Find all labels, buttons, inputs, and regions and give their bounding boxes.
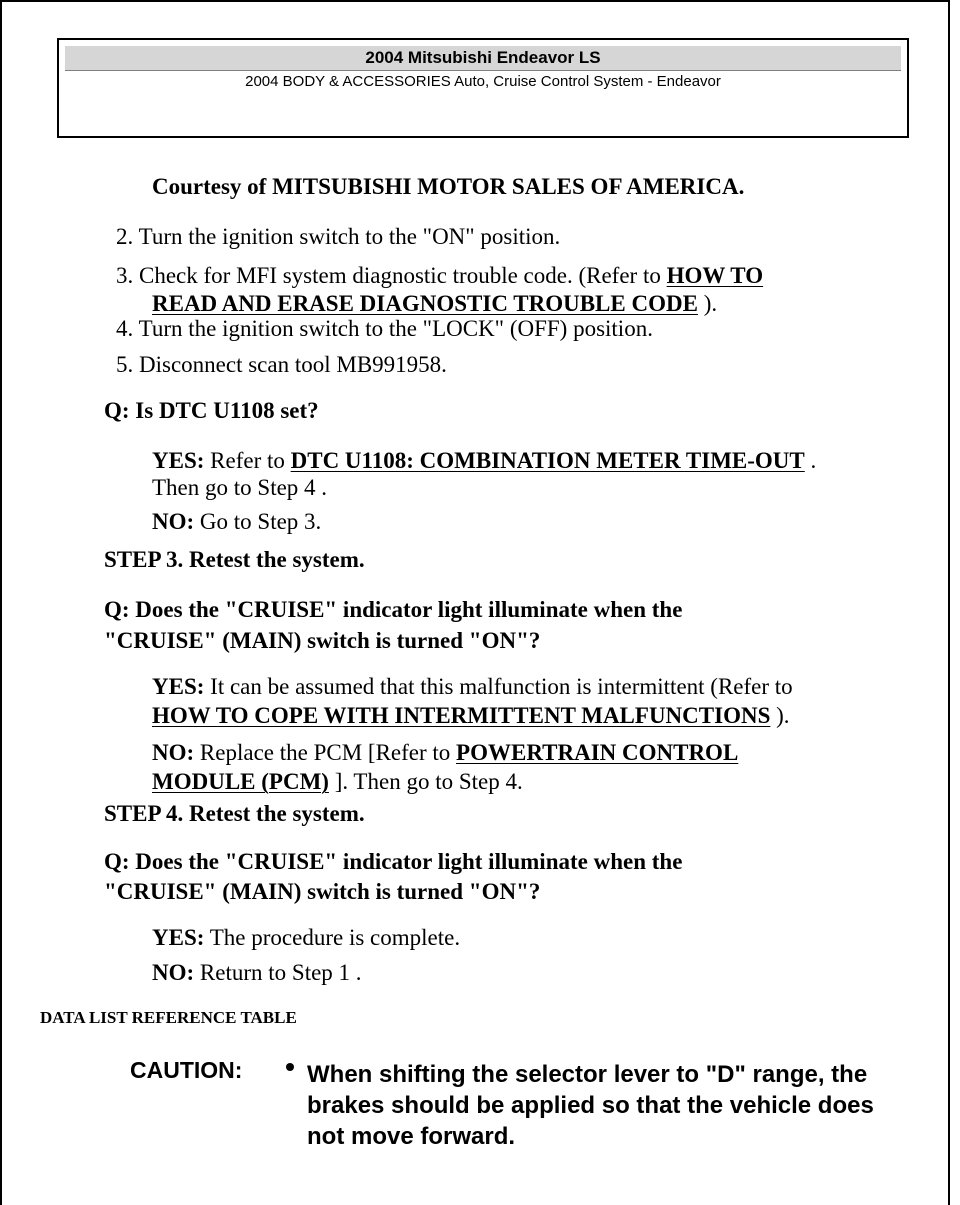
- q1-yes-line2: Then go to Step 4 .: [152, 475, 328, 500]
- step-2: 2. Turn the ignition switch to the "ON" position.: [116, 224, 561, 249]
- data-list-heading: DATA LIST REFERENCE TABLE: [40, 1008, 297, 1027]
- caution-label: CAUTION:: [130, 1057, 243, 1083]
- q1-no: [152, 508, 321, 536]
- step-3-yes-text: It can be assumed that this malfunction is intermittent (Refer to: [204, 674, 793, 699]
- document-subtitle: 2004 BODY & ACCESSORIES Auto, Cruise Control System - Endeavor: [245, 73, 721, 90]
- q1-yes-text: Refer to: [204, 448, 291, 473]
- document-title: 2004 Mitsubishi Endeavor LS: [65, 46, 901, 71]
- step-3-suffix: ).: [697, 291, 718, 316]
- no-label: NO:: [152, 740, 195, 765]
- q1-no-text: Go to Step 3.: [194, 509, 322, 534]
- question-dtc-u1108: Q: Is DTC U1108 set?: [104, 398, 319, 423]
- step-4-question-line2: "CRUISE" (MAIN) switch is turned "ON"?: [104, 879, 541, 904]
- link-pcm[interactable]: POWERTRAIN CONTROL: [456, 740, 739, 765]
- bullet-icon: [286, 1063, 294, 1071]
- yes-label: YES:: [152, 674, 205, 699]
- courtesy-caption: Courtesy of MITSUBISHI MOTOR SALES OF AMERICA.: [152, 174, 745, 199]
- link-pcm-cont[interactable]: MODULE (PCM): [152, 769, 329, 794]
- link-dtc-u1108[interactable]: DTC U1108: COMBINATION METER TIME-OUT: [290, 448, 805, 473]
- step-3-no-text: Replace the PCM [Refer to: [194, 740, 457, 765]
- step-3-no: [152, 739, 738, 767]
- step-3-question-line2: "CRUISE" (MAIN) switch is turned "ON"?: [104, 628, 541, 653]
- step-4-no: [152, 959, 362, 987]
- link-intermittent-malfunctions[interactable]: HOW TO COPE WITH INTERMITTENT MALFUNCTIONS: [152, 703, 771, 728]
- q1-yes-after: .: [804, 448, 817, 473]
- page-border-left: [0, 0, 2, 1205]
- caution-text: When shifting the selector lever to "D" range, the brakes should be applied so that the vehicle does not move forward.: [307, 1061, 874, 1150]
- step-4-question-line1: Q: Does the "CRUISE" indicator light illuminate when the: [104, 849, 683, 874]
- step-4-yes-text: The procedure is complete.: [204, 925, 461, 950]
- page-header: [57, 38, 909, 138]
- page-border-right: [948, 0, 950, 1205]
- q1-yes: [152, 447, 816, 475]
- step-3-yes: [152, 673, 793, 701]
- no-label: NO:: [152, 960, 195, 985]
- step-4-yes: [152, 924, 460, 952]
- step-3-no-line2: [152, 768, 523, 796]
- step-5: 5. Disconnect scan tool MB991958.: [116, 352, 447, 377]
- step-3-cont: [152, 290, 717, 318]
- step-3-no-after: ]. Then go to Step 4.: [328, 769, 523, 794]
- step-3-yes-line2: [152, 702, 790, 730]
- step-3-heading: STEP 3. Retest the system.: [104, 547, 365, 572]
- step-3-question-line1: Q: Does the "CRUISE" indicator light illuminate when the: [104, 597, 683, 622]
- page-border-top: [0, 0, 950, 2]
- step-4-no-text: Return to Step 1 .: [194, 960, 362, 985]
- step-3-yes-after: ).: [770, 703, 790, 728]
- step-4: 4. Turn the ignition switch to the "LOCK" (OFF) position.: [116, 316, 653, 341]
- yes-label: YES:: [152, 925, 205, 950]
- no-label: NO:: [152, 509, 195, 534]
- link-read-erase-dtc[interactable]: HOW TO: [666, 263, 764, 288]
- yes-label: YES:: [152, 448, 205, 473]
- link-read-erase-dtc-cont[interactable]: READ AND ERASE DIAGNOSTIC TROUBLE CODE: [152, 291, 698, 316]
- step-3: [116, 262, 763, 290]
- step-4-heading: STEP 4. Retest the system.: [104, 801, 365, 826]
- step-3-text: 3. Check for MFI system diagnostic trouble code. (Refer to: [116, 263, 667, 288]
